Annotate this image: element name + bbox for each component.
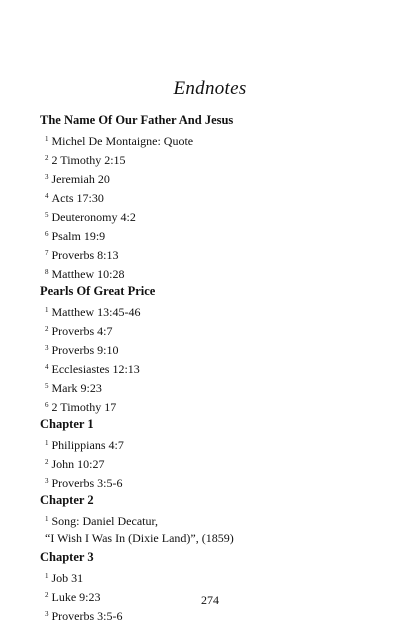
endnote-text: Proverbs 8:13: [51, 248, 119, 262]
endnote-number: 2: [45, 325, 49, 333]
endnote-text: Job 31: [51, 571, 84, 585]
endnote: [40, 263, 380, 282]
endnote-number: 1: [45, 515, 49, 523]
endnote-text: Proverbs 4:7: [51, 324, 113, 338]
endnote-number: 5: [45, 382, 49, 390]
endnote-continuation: “I Wish I Was In (Dixie Land)”, (1859): [45, 531, 234, 545]
endnote-number: 8: [45, 268, 49, 276]
endnote-text: John 10:27: [51, 457, 105, 471]
section-heading: Chapter 3: [40, 550, 94, 564]
section-heading: Chapter 2: [40, 493, 94, 507]
endnote: [40, 130, 380, 149]
endnote-number: 2: [45, 154, 49, 162]
endnote: [40, 358, 380, 377]
endnote-text: Psalm 19:9: [51, 229, 106, 243]
endnote-text: Mark 9:23: [51, 381, 102, 395]
endnote: [40, 168, 380, 187]
section-heading: Chapter 1: [40, 417, 94, 431]
endnote-number: 1: [45, 439, 49, 447]
endnote-text: Jeremiah 20: [51, 172, 110, 186]
endnote: [40, 396, 380, 415]
endnotes-list: [40, 111, 380, 624]
endnote-text: Proverbs 3:5-6: [51, 609, 123, 623]
endnote-text: Luke 9:23: [51, 590, 101, 604]
endnote: [40, 244, 380, 263]
endnote: [40, 149, 380, 168]
endnote-number: 1: [45, 135, 49, 143]
endnote-number: 3: [45, 477, 49, 485]
endnote: [40, 320, 380, 339]
endnote-number: 6: [45, 230, 49, 238]
endnote-text: Proverbs 3:5-6: [51, 476, 123, 490]
endnote-number: 3: [45, 610, 49, 618]
endnote: [40, 206, 380, 225]
endnote: [40, 510, 380, 529]
endnote-number: 4: [45, 192, 49, 200]
endnote: [40, 472, 380, 491]
endnote: [40, 301, 380, 320]
endnote: [40, 187, 380, 206]
endnote-text: Ecclesiastes 12:13: [51, 362, 140, 376]
endnote-number: 1: [45, 572, 49, 580]
endnote-text: Song: Daniel Decatur,: [51, 514, 158, 528]
endnote-number: 2: [45, 458, 49, 466]
endnote-number: 3: [45, 173, 49, 181]
endnote-text: Proverbs 9:10: [51, 343, 119, 357]
endnote-number: 2: [45, 591, 49, 599]
endnote: [40, 225, 380, 244]
endnote-text: Deuteronomy 4:2: [51, 210, 136, 224]
page-title: Endnotes: [173, 78, 247, 99]
endnote-number: 3: [45, 344, 49, 352]
endnote-number: 4: [45, 363, 49, 371]
endnote: [40, 567, 380, 586]
endnote-text: Acts 17:30: [51, 191, 104, 205]
endnote-text: Michel De Montaigne: Quote: [51, 134, 194, 148]
section-heading: Pearls Of Great Price: [40, 284, 156, 298]
endnote-number: 6: [45, 401, 49, 409]
page-number: 274: [201, 593, 219, 607]
endnote-number: 5: [45, 211, 49, 219]
endnote: [40, 377, 380, 396]
endnote-text: 2 Timothy 17: [51, 400, 117, 414]
endnote-text: Matthew 13:45-46: [51, 305, 141, 319]
endnote: [40, 453, 380, 472]
endnote-text: Philippians 4:7: [51, 438, 124, 452]
endnote: [40, 339, 380, 358]
endnote-text: Matthew 10:28: [51, 267, 125, 281]
endnote-number: 1: [45, 306, 49, 314]
endnote-text: 2 Timothy 2:15: [51, 153, 126, 167]
endnote-number: 7: [45, 249, 49, 257]
endnote: [40, 434, 380, 453]
section-heading: The Name Of Our Father And Jesus: [40, 113, 234, 127]
